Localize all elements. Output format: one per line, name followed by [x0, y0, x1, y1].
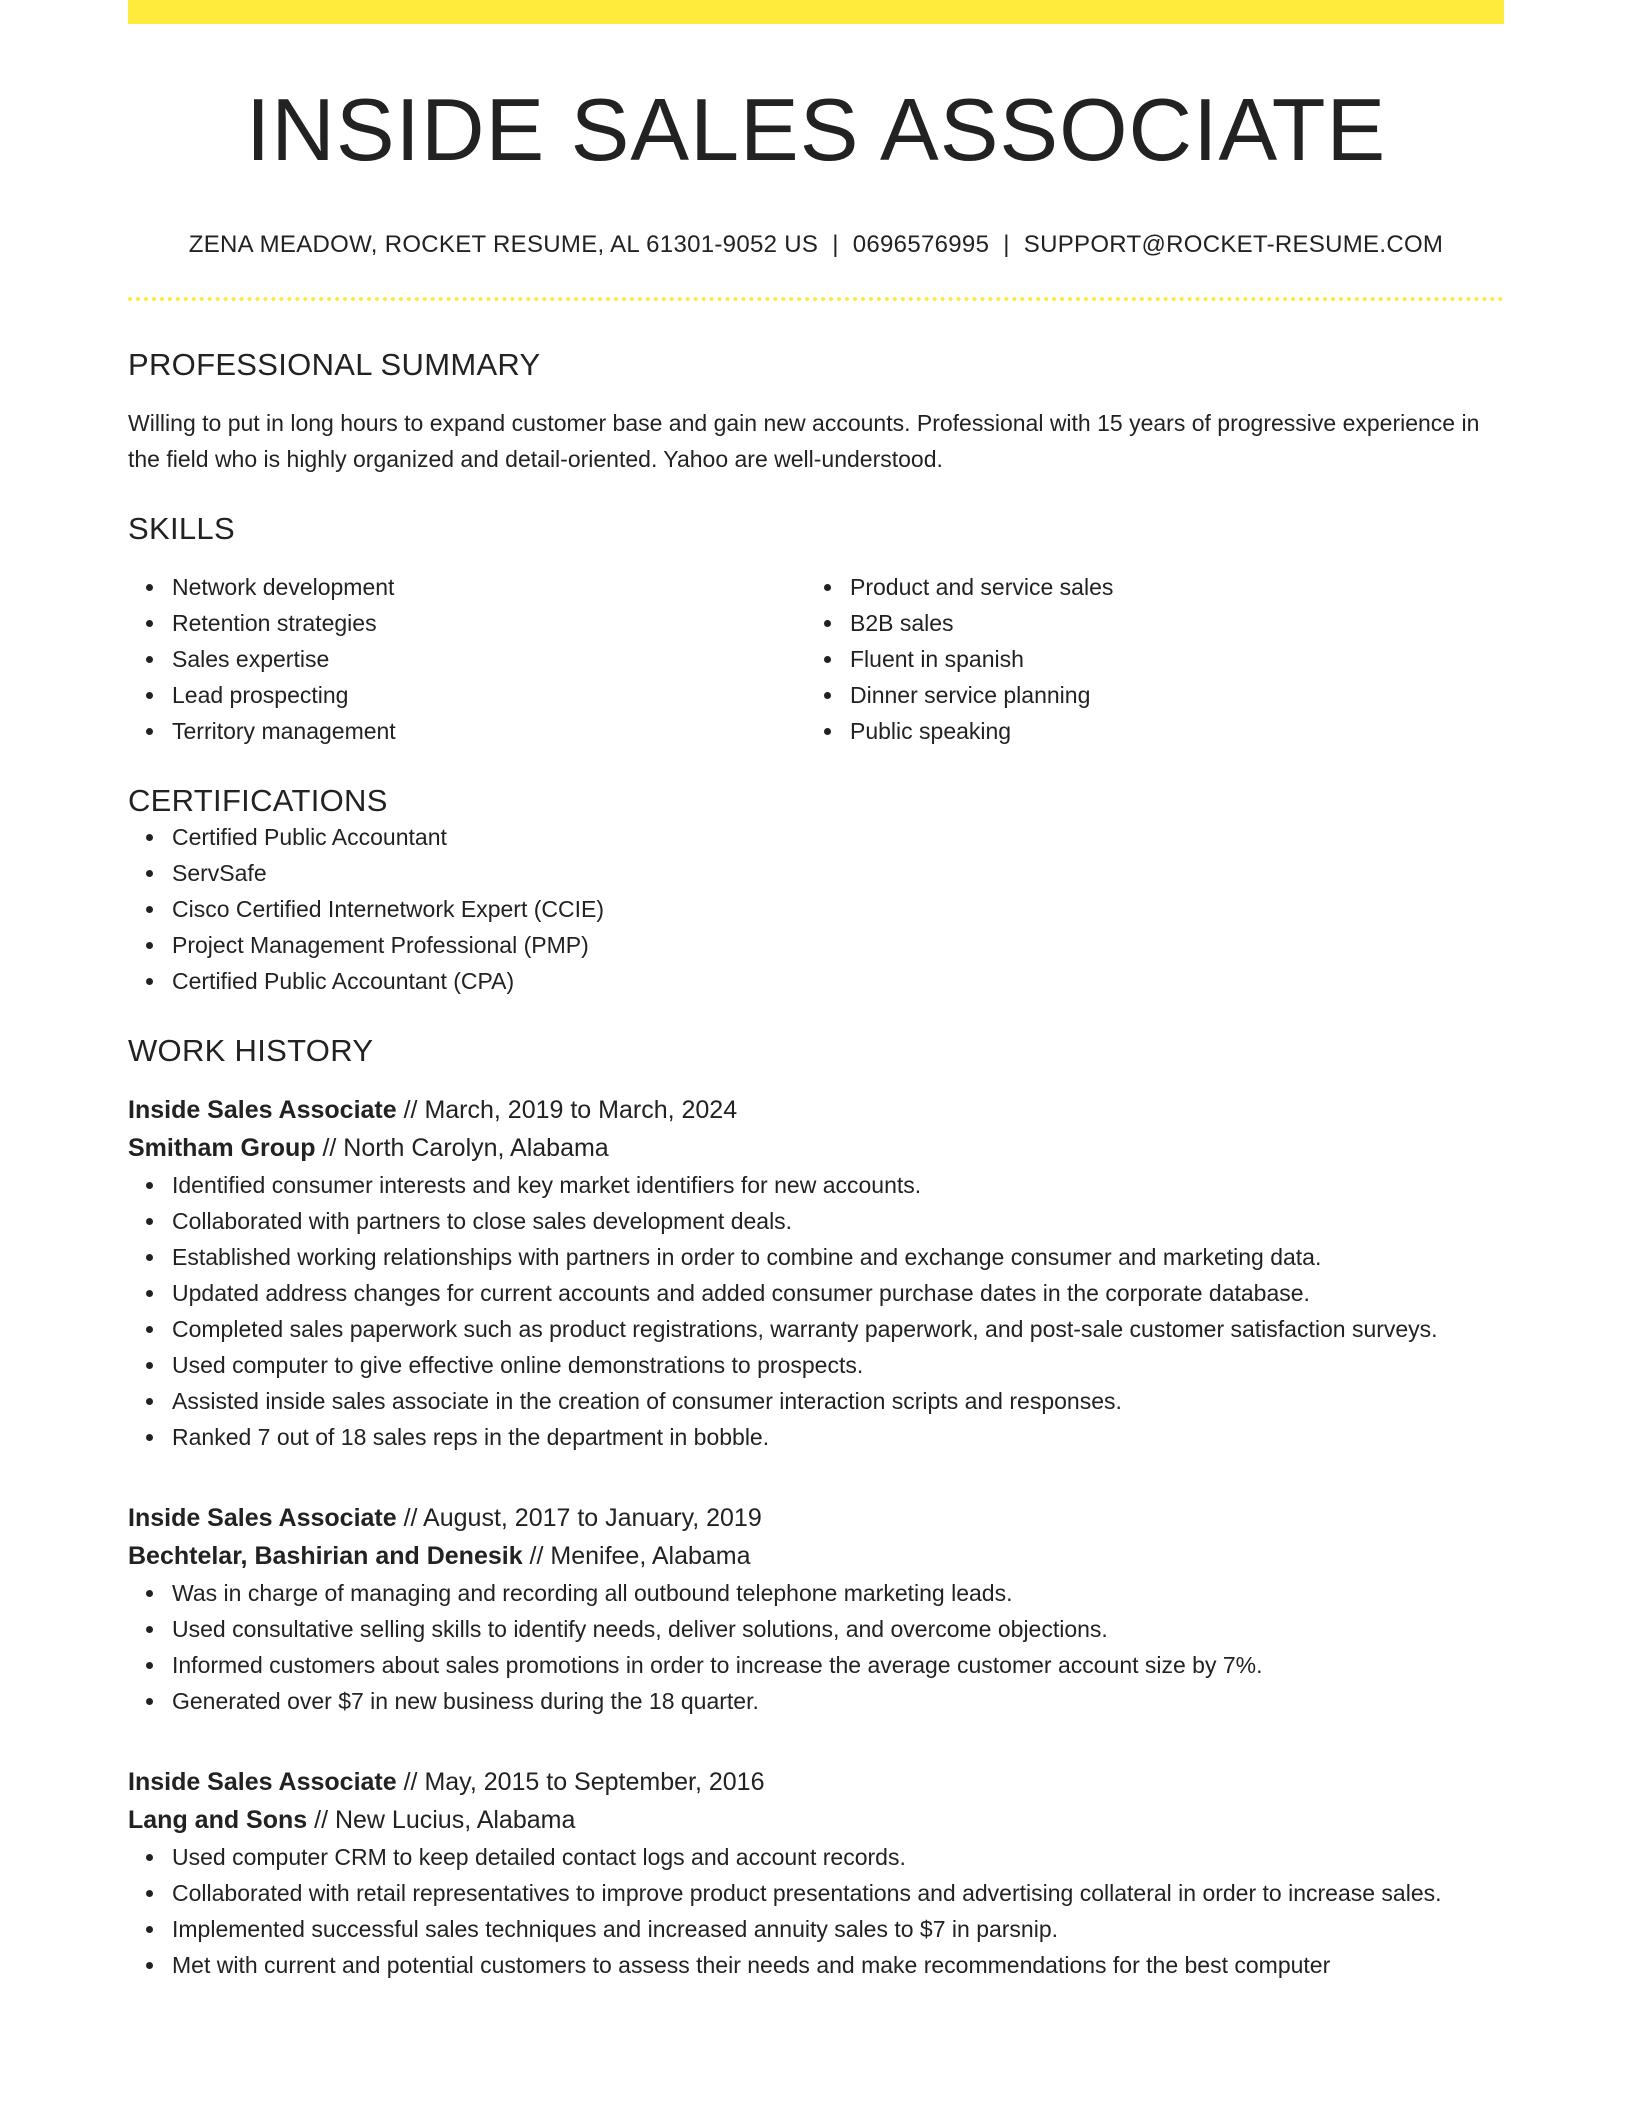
job-role: Inside Sales Associate — [128, 1767, 397, 1796]
job-title-line — [128, 1091, 1504, 1129]
summary-text: Willing to put in long hours to expand customer base and gain new accounts. Professional with 15 years of progressive experience in the field who is highly organized and detail-oriented. Yahoo are well-understood. — [128, 409, 1480, 472]
job-dates: // March, 2019 to March, 2024 — [396, 1095, 738, 1124]
job-duty: Implemented successful sales techniques and increased annuity sales to $7 in parsnip. — [172, 1911, 1504, 1947]
skill-item: Territory management — [172, 713, 806, 749]
certifications-heading: CERTIFICATIONS — [128, 782, 388, 818]
skill-item: Sales expertise — [172, 641, 806, 677]
resume-title: INSIDE SALES ASSOCIATE — [245, 80, 1387, 179]
job-role: Inside Sales Associate — [128, 1095, 397, 1124]
job-duty: Informed customers about sales promotions in order to increase the average customer account size by 7%. — [172, 1647, 1504, 1683]
summary-heading: PROFESSIONAL SUMMARY — [128, 346, 541, 382]
job-location: // Menifee, Alabama — [522, 1541, 751, 1570]
job-company: Bechtelar, Bashirian and Denesik — [128, 1541, 523, 1570]
skill-item: Fluent in spanish — [850, 641, 1484, 677]
skills-column-left — [128, 569, 806, 749]
certifications-list — [128, 819, 1504, 999]
certification-item: Certified Public Accountant (CPA) — [172, 963, 1504, 999]
job-location: // New Lucius, Alabama — [307, 1805, 576, 1834]
contact-separator: | — [832, 230, 839, 258]
job-duty: Used computer CRM to keep detailed contact logs and account records. — [172, 1839, 1504, 1875]
job-entry — [128, 1499, 1504, 1719]
job-duty: Completed sales paperwork such as product registrations, warranty paperwork, and post-sale customer satisfaction surveys. — [172, 1311, 1504, 1347]
job-entry — [128, 1763, 1504, 1983]
job-duty: Identified consumer interests and key market identifiers for new accounts. — [172, 1167, 1504, 1203]
skills-list — [128, 569, 1504, 749]
skills-heading: SKILLS — [128, 510, 235, 546]
job-duty: Collaborated with partners to close sales development deals. — [172, 1203, 1504, 1239]
dotted-divider — [128, 297, 1504, 301]
certification-item: ServSafe — [172, 855, 1504, 891]
skill-item: B2B sales — [850, 605, 1484, 641]
job-duties — [128, 1575, 1504, 1719]
accent-bar — [128, 0, 1504, 24]
skill-item: Dinner service planning — [850, 677, 1484, 713]
job-duty: Assisted inside sales associate in the creation of consumer interaction scripts and responses. — [172, 1383, 1504, 1419]
job-company-line — [128, 1801, 1504, 1839]
job-duty: Used computer to give effective online demonstrations to prospects. — [172, 1347, 1504, 1383]
contact-separator: | — [1003, 230, 1010, 258]
job-duty: Generated over $7 in new business during the 18 quarter. — [172, 1683, 1504, 1719]
resume-page — [128, 0, 1504, 1983]
job-duty: Updated address changes for current accounts and added consumer purchase dates in the corporate database. — [172, 1275, 1504, 1311]
job-duties — [128, 1167, 1504, 1455]
certification-item: Certified Public Accountant — [172, 819, 1504, 855]
skill-item: Product and service sales — [850, 569, 1484, 605]
job-company-line — [128, 1129, 1504, 1167]
job-company: Smitham Group — [128, 1133, 316, 1162]
skills-column-right — [806, 569, 1484, 749]
contact-phone: 0696576995 — [852, 230, 990, 258]
job-dates: // August, 2017 to January, 2019 — [396, 1503, 762, 1532]
job-title-line — [128, 1499, 1504, 1537]
job-company: Lang and Sons — [128, 1805, 308, 1834]
certification-item: Cisco Certified Internetwork Expert (CCIE) — [172, 891, 1504, 927]
job-company-line — [128, 1537, 1504, 1575]
work-history-heading: WORK HISTORY — [128, 1032, 374, 1068]
job-location: // North Carolyn, Alabama — [315, 1133, 609, 1162]
contact-address: ZENA MEADOW, ROCKET RESUME, AL 61301-9052 US — [188, 230, 819, 258]
skill-item: Network development — [172, 569, 806, 605]
job-entry — [128, 1091, 1504, 1455]
job-role: Inside Sales Associate — [128, 1503, 397, 1532]
job-duties — [128, 1839, 1504, 1983]
job-duty: Ranked 7 out of 18 sales reps in the department in bobble. — [172, 1419, 1504, 1455]
job-title-line — [128, 1763, 1504, 1801]
contact-email: SUPPORT@ROCKET-RESUME.COM — [1023, 230, 1444, 258]
job-dates: // May, 2015 to September, 2016 — [396, 1767, 765, 1796]
job-duty: Was in charge of managing and recording all outbound telephone marketing leads. — [172, 1575, 1504, 1611]
certification-item: Project Management Professional (PMP) — [172, 927, 1504, 963]
skill-item: Public speaking — [850, 713, 1484, 749]
skill-item: Lead prospecting — [172, 677, 806, 713]
job-duty: Collaborated with retail representatives to improve product presentations and advertising collateral in order to increase sales. — [172, 1875, 1504, 1911]
job-duty: Established working relationships with partners in order to combine and exchange consumer and marketing data. — [172, 1239, 1504, 1275]
job-duty: Met with current and potential customers to assess their needs and make recommendations for the best computer — [172, 1947, 1504, 1983]
job-duty: Used consultative selling skills to identify needs, deliver solutions, and overcome objections. — [172, 1611, 1504, 1647]
skill-item: Retention strategies — [172, 605, 806, 641]
contact-line — [128, 231, 1504, 259]
